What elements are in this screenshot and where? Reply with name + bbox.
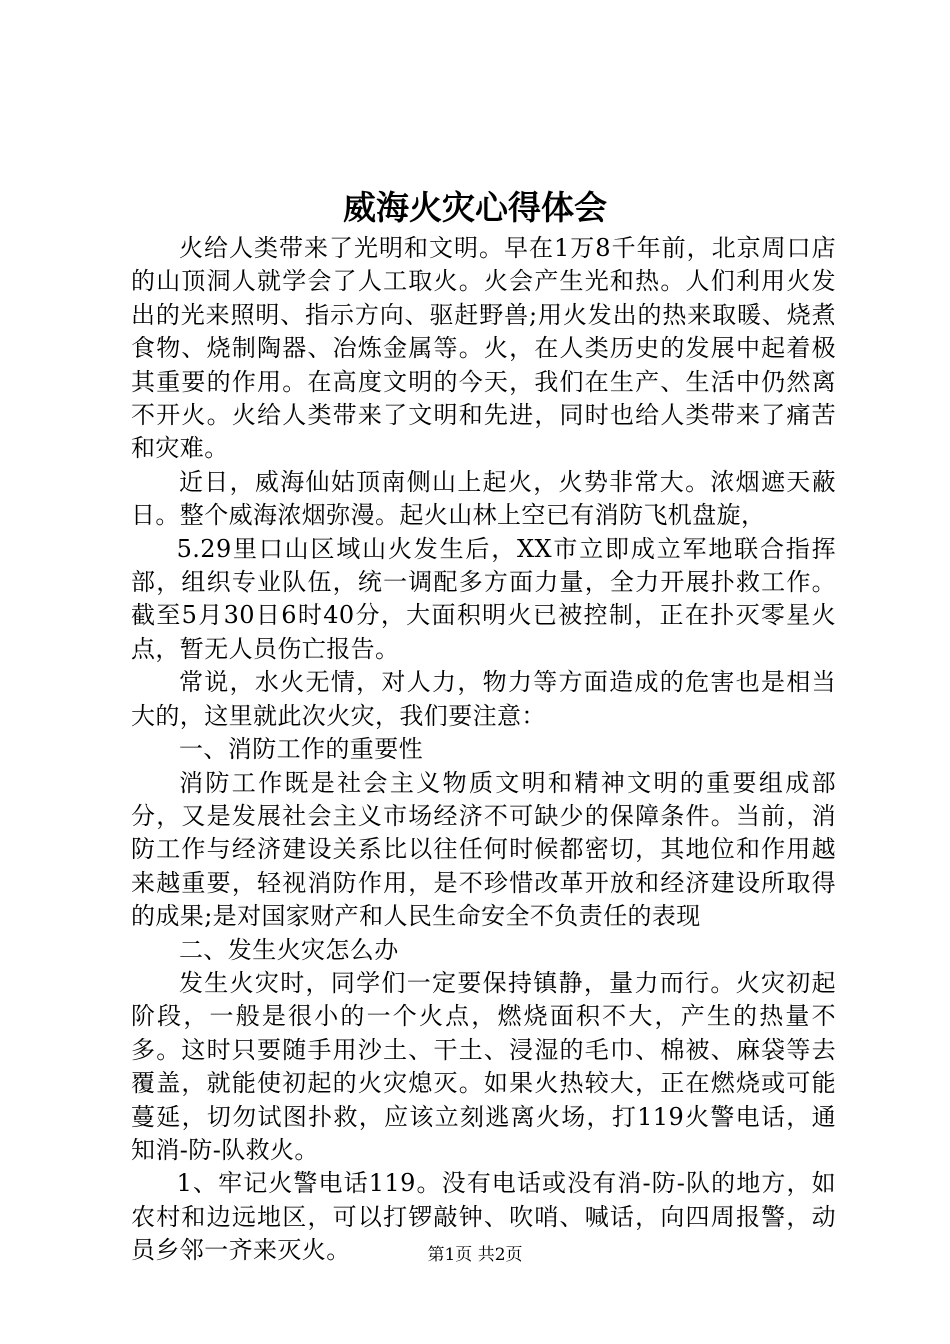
paragraph-rescue-report: 5.29里口山区域山火发生后，XX市立即成立军地联合指挥部，组织专业队伍，统一调配多方面力量，全力开展扑救工作。截至5月30日6时40分，大面积明火已被控制，正在扑灭零星火点，暂无人员伤亡报告。	[131, 534, 836, 663]
paragraph-weihai-fire: 近日，威海仙姑顶南侧山上起火，火势非常大。浓烟遮天蔽日。整个威海浓烟弥漫。起火山林上空已有消防飞机盘旋，	[131, 467, 836, 530]
list-item-emergency-number: 1、牢记火警电话119。没有电话或没有消-防-队的地方，如农村和边远地区，可以打锣敲钟、吹哨、喊话，向四周报警，动员乡邻一齐来灭火。	[131, 1169, 836, 1265]
document-title: 威海火灾心得体会	[343, 188, 607, 227]
page-number-footer: 第1页 共2页	[427, 1245, 523, 1265]
section-heading-what-to-do: 二、发生火灾怎么办	[179, 935, 399, 964]
section-heading-fire-prevention: 一、消防工作的重要性	[179, 735, 423, 764]
document-body	[131, 232, 836, 1268]
paragraph-fire-history: 火给人类带来了光明和文明。早在1万8千年前，北京周口店的山顶洞人就学会了人工取火。火会产生光和热。人们利用火发出的光来照明、指示方向、驱赶野兽;用火发出的热来取暖、烧煮食物、烧制陶器、冶炼金属等。火，在人类历史的发展中起着极其重要的作用。在高度文明的今天，我们在生产、生活中仍然离不开火。火给人类带来了文明和先进，同时也给人类带来了痛苦和灾难。	[131, 234, 836, 463]
paragraph-what-to-do: 发生火灾时，同学们一定要保持镇静，量力而行。火灾初起阶段，一般是很小的一个火点，燃烧面积不大，产生的热量不多。这时只要随手用沙土、干土、浸湿的毛巾、棉被、麻袋等去覆盖，就能使初起的火灾熄灭。如果火热较大，正在燃烧或可能蔓延，切勿试图扑救，应该立刻逃离火场，打119火警电话，通知消-防-队救火。	[131, 968, 836, 1164]
paragraph-fire-prevention: 消防工作既是社会主义物质文明和精神文明的重要组成部分，又是发展社会主义市场经济不可缺少的保障条件。当前，消防工作与经济建设关系比以往任何时候都密切，其地位和作用越来越重要，轻视消防作用，是不珍惜改革开放和经济建设所取得的成果;是对国家财产和人民生命安全不负责任的表现	[131, 768, 836, 931]
paragraph-caution-intro: 常说，水火无情，对人力，物力等方面造成的危害也是相当大的，这里就此次火灾，我们要注意：	[131, 668, 836, 730]
